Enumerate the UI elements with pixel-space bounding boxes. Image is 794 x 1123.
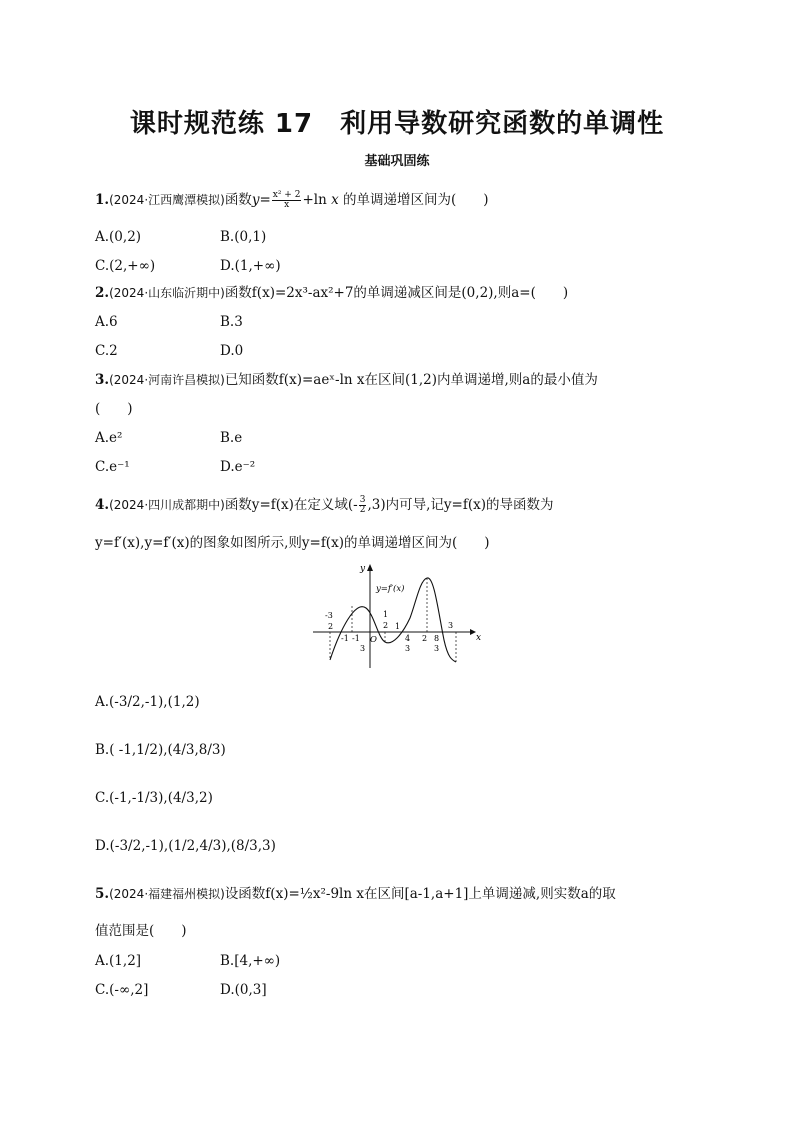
- question-number: 2.: [95, 285, 110, 301]
- question-2-stem: 2.(2024·山东临沂期中)函数f(x)=2x³-ax²+7的单调递减区间是(0,2),则a=( ): [95, 285, 569, 301]
- question-source: (2024·福建福州模拟): [109, 887, 225, 901]
- curve-label: y=f′(x): [376, 584, 405, 594]
- option-a: A.(1,2]: [95, 953, 142, 969]
- tick-label: -1: [352, 634, 360, 643]
- option-c: C.(2,+∞): [95, 258, 156, 274]
- option-c: C.2: [95, 343, 118, 359]
- question-4-stem: 4.(2024·四川成都期中)函数y=f(x)在定义域(- $\frac{3}{2}$ ,3)内可导,记y=f(x)的导函数为: [95, 495, 554, 515]
- question-5-stem: 5.(2024·福建福州模拟)设函数f(x)=½x²-9ln x在区间[a-1,a+1]上单调递减,则实数a的取: [95, 886, 616, 902]
- tick-label: 3: [448, 621, 454, 630]
- tick-label: 3: [405, 644, 411, 653]
- option-d: D.e⁻²: [220, 459, 256, 475]
- tick-label: -3: [325, 611, 333, 620]
- question-3-stem: 3.(2024·河南许昌模拟)已知函数f(x)=aeˣ-ln x在区间(1,2)内单调递增,则a的最小值为: [95, 372, 598, 388]
- question-source: (2024·四川成都期中): [109, 498, 225, 512]
- option-c: C.(-∞,2]: [95, 982, 149, 998]
- option-a: A.(0,2): [95, 229, 142, 245]
- question-4-stem-line2: y=f′(x),y=f′(x)的图象如图所示,则y=f(x)的单调递增区间为( ): [95, 535, 490, 551]
- option-b: B.(0,1): [220, 229, 267, 245]
- tick-label: 4: [405, 634, 411, 643]
- option-b: B.e: [220, 430, 243, 446]
- tick-label: 3: [434, 644, 440, 653]
- derivative-graph: [310, 560, 485, 672]
- option-d: D.(-3/2,-1),(1/2,4/3),(8/3,3): [95, 838, 276, 854]
- x-axis-label: x: [476, 633, 482, 643]
- option-c: C.(-1,-1/3),(4/3,2): [95, 790, 213, 806]
- option-c: C.e⁻¹: [95, 459, 130, 475]
- tick-label: 1: [395, 622, 401, 631]
- tick-label: 2: [383, 621, 389, 630]
- y-axis-label: y: [360, 564, 366, 574]
- option-a: A.(-3/2,-1),(1,2): [95, 694, 200, 710]
- option-a: A.e²: [95, 430, 123, 446]
- origin-label: O: [370, 635, 377, 645]
- question-number: 5.: [95, 886, 110, 902]
- page-title: 课时规范练 17 利用导数研究函数的单调性: [129, 109, 665, 139]
- tick-label: 3: [360, 644, 366, 653]
- y-axis-arrow-icon: [367, 564, 373, 571]
- fraction: $\frac{\text{x² + 2}}{x}$: [272, 190, 301, 210]
- question-3-stem-cont: ( ): [95, 401, 133, 417]
- tick-label: 8: [434, 634, 440, 643]
- tick-label: -1: [341, 634, 349, 643]
- question-5-stem-cont: 值范围是( ): [95, 923, 187, 939]
- tick-label: 1: [383, 610, 389, 619]
- section-subtitle: 基础巩固练: [364, 154, 430, 169]
- question-number: 3.: [95, 372, 110, 388]
- question-source: (2024·河南许昌模拟): [109, 373, 225, 387]
- fraction: $\frac{3}{2}$: [359, 495, 366, 515]
- option-a: A.6: [95, 314, 118, 330]
- option-d: D.(1,+∞): [220, 258, 281, 274]
- question-number: 4.: [95, 497, 110, 513]
- option-d: D.(0,3]: [220, 982, 267, 998]
- option-b: B.[4,+∞): [220, 953, 281, 969]
- option-b: B.( -1,1/2),(4/3,8/3): [95, 742, 226, 758]
- tick-label: 2: [422, 634, 428, 643]
- question-source: (2024·山东临沂期中): [109, 286, 225, 300]
- question-number: 1.: [95, 192, 110, 208]
- option-d: D.0: [220, 343, 244, 359]
- question-source: (2024·江西鹰潭模拟): [109, 193, 225, 207]
- tick-label: 2: [328, 622, 334, 631]
- option-b: B.3: [220, 314, 243, 330]
- question-1-stem: 1.(2024·江西鹰潭模拟)函数y= $\frac{\text{x² + 2}}{x}$ +ln x 的单调递增区间为( ): [95, 190, 489, 210]
